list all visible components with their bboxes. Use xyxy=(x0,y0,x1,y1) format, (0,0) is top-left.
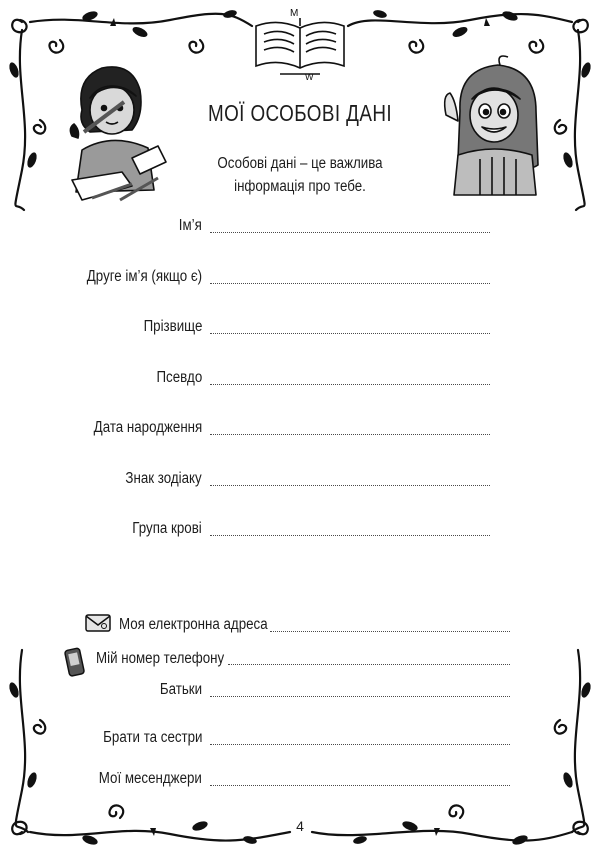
email-envelope-icon xyxy=(84,613,112,633)
field-line-first-name[interactable] xyxy=(210,232,490,233)
book-letter-w: W xyxy=(305,72,314,82)
field-label-parents: Батьки xyxy=(159,681,202,698)
field-line-phone[interactable] xyxy=(228,664,510,665)
field-label-blood-type: Група крові xyxy=(132,520,202,537)
page-title: МОЇ ОСОБОВІ ДАНІ xyxy=(207,100,393,126)
field-line-siblings[interactable] xyxy=(210,744,510,745)
field-label-middle-name: Друге ім’я (якщо є) xyxy=(86,268,202,285)
open-book-icon xyxy=(250,4,350,82)
mobile-phone-icon xyxy=(64,647,86,677)
field-label-siblings: Брати та сестри xyxy=(102,729,202,746)
field-line-nickname[interactable] xyxy=(210,384,490,385)
intro-text xyxy=(42,152,558,198)
intro-line-2: інформація про тебе. xyxy=(234,178,366,195)
field-line-email[interactable] xyxy=(270,631,510,632)
field-line-messengers[interactable] xyxy=(210,785,510,786)
field-line-birth-date[interactable] xyxy=(210,434,490,435)
field-label-messengers: Мої месенджери xyxy=(98,770,202,787)
field-line-zodiac[interactable] xyxy=(210,485,490,486)
field-label-zodiac: Знак зодіаку xyxy=(125,470,202,487)
field-line-blood-type[interactable] xyxy=(210,535,490,536)
field-label-email: Моя електронна адреса xyxy=(119,616,268,633)
field-line-middle-name[interactable] xyxy=(210,283,490,284)
field-line-parents[interactable] xyxy=(210,696,510,697)
field-label-surname: Прізвище xyxy=(143,318,202,335)
book-letter-m: M xyxy=(290,8,299,19)
field-label-first-name: Ім’я xyxy=(178,217,202,234)
field-label-birth-date: Дата народження xyxy=(93,419,202,436)
field-label-nickname: Псевдо xyxy=(156,369,202,386)
intro-line-1: Особові дані – це важлива xyxy=(217,155,383,172)
page-number: 4 xyxy=(296,818,304,834)
field-label-phone: Мій номер телефону xyxy=(96,650,225,667)
field-line-surname[interactable] xyxy=(210,333,490,334)
